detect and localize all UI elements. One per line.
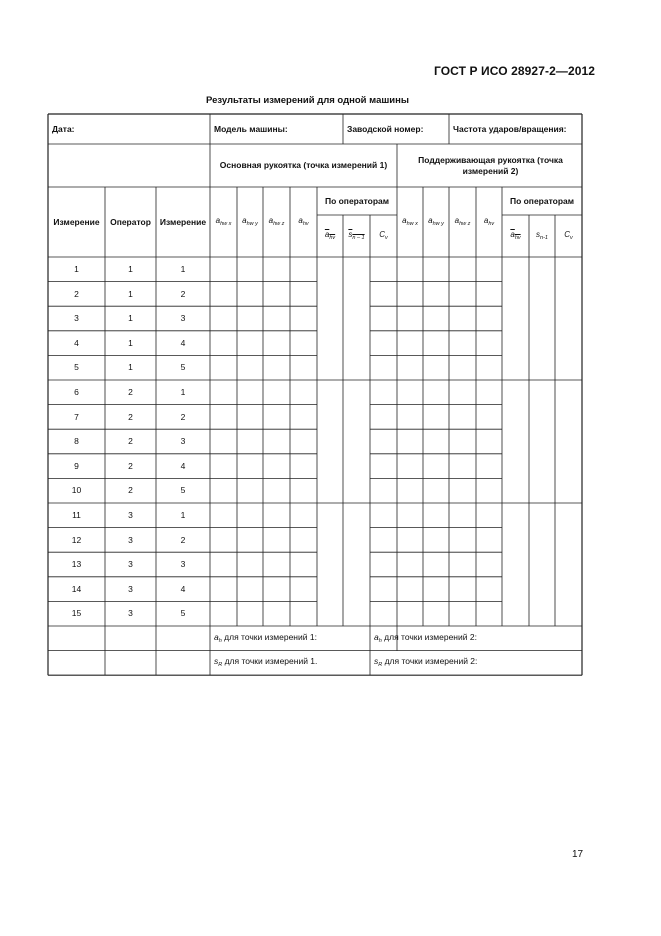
symbol-base: a: [298, 216, 303, 226]
cell-measurement-repeat: 4: [180, 460, 186, 471]
cell-measurement: 11: [72, 509, 81, 520]
cell-measurement-repeat: 1: [180, 386, 186, 397]
symbol-subscript: hv: [329, 235, 336, 242]
symbol-p1-mean: [325, 230, 335, 242]
cell-measurement-repeat: 4: [180, 337, 186, 348]
cell-measurement: 9: [74, 460, 79, 471]
summary-ab-point1: [210, 626, 370, 651]
symbol-p1-z: [269, 216, 285, 228]
col-header-p2-x: [397, 187, 423, 257]
cell-measurement: 4: [74, 337, 79, 348]
summary-label: для точки измерений 2:: [381, 631, 477, 642]
symbol-base: a: [268, 216, 274, 226]
cell-measurement: 7: [74, 411, 79, 422]
symbol-p2-z: [455, 216, 471, 228]
summary-text: [214, 632, 317, 645]
col-header-p2-v: [476, 187, 502, 257]
symbol-subscript: n – 1: [352, 235, 365, 242]
symbol-p1-x: [216, 216, 232, 228]
cell-measurement: 3: [74, 313, 79, 324]
serial-label: Заводской номер:: [347, 123, 424, 134]
cell-measurement-repeat: 3: [180, 436, 186, 447]
symbol-base: a: [428, 216, 433, 226]
cell-measurement: 6: [74, 386, 79, 397]
symbol-subscript: v: [570, 235, 573, 242]
cell-measurement-repeat: 5: [180, 608, 186, 619]
symbol-subscript: hv: [302, 221, 309, 228]
col-header-p2-mean: [502, 215, 529, 257]
cell-measurement: 8: [74, 436, 79, 447]
cell-operator: 3: [128, 583, 133, 594]
col-header-measurement: Измерение: [53, 216, 100, 227]
point2-group-header: Поддерживающая рукоятка (точка измерений 2): [418, 154, 563, 176]
col-header-measurement-repeat: Измерение: [159, 216, 207, 227]
summary-symbol: [374, 632, 382, 642]
summary-text: [214, 656, 317, 669]
table-title: Результаты измерений для одной машины: [206, 95, 409, 106]
cell-measurement: 5: [74, 362, 79, 373]
col-header-p2-cv: [555, 215, 582, 257]
symbol-base: C: [379, 230, 386, 240]
cell-measurement: 2: [74, 288, 79, 299]
cell-measurement: 15: [71, 608, 82, 619]
cell-measurement-repeat: 2: [180, 288, 186, 299]
cell-measurement-repeat: 1: [180, 509, 186, 520]
symbol-p2-x: [402, 216, 418, 228]
cell-measurement-repeat: 5: [180, 362, 186, 373]
symbol-subscript: hw z: [459, 221, 471, 228]
model-label: Модель машины:: [214, 123, 288, 134]
symbol-base: $\overline{a}$: [324, 230, 330, 240]
summary-symbol: [214, 656, 223, 669]
symbol-p1-y: [242, 216, 258, 228]
cell-operator: 2: [128, 436, 133, 447]
summary-symbol: [214, 632, 222, 642]
summary-label: для точки измерений 1:: [221, 631, 317, 642]
symbol-subscript: hw y: [432, 221, 444, 228]
summary-ab-point2: [370, 626, 582, 651]
symbol-p1-v: [298, 216, 308, 228]
symbol-subscript: hv: [514, 235, 521, 242]
symbol-subscript: hv: [488, 221, 495, 228]
point1-group-header: Основная рукоятка (точка измерений 1): [219, 160, 388, 171]
summary-symbol-base: a: [374, 631, 379, 642]
page-number: 17: [572, 849, 584, 860]
summary-sr-point2: [370, 651, 582, 676]
cell-operator: 2: [128, 485, 133, 496]
col-header-p1-v: [290, 187, 317, 257]
col-header-p1-s: [343, 215, 370, 257]
cell-operator: 3: [128, 559, 133, 570]
summary-label: для точки измерений 1.: [222, 656, 318, 667]
symbol-subscript: v: [385, 235, 388, 242]
col-header-p1-z: [263, 187, 290, 257]
summary-text: [374, 656, 477, 669]
symbol-subscript: hw x: [220, 221, 232, 228]
summary-symbol-base: a: [214, 631, 219, 642]
summary-symbol: [374, 656, 383, 669]
cell-operator: 2: [128, 386, 133, 397]
symbol-p2-v: [484, 216, 494, 228]
summary-sr-point1: [210, 651, 370, 676]
cell-measurement-repeat: 2: [180, 534, 186, 545]
summary-label: для точки измерений 2:: [382, 656, 478, 667]
symbol-subscript: n-1: [540, 235, 548, 242]
symbol-base: $\overline{s}$: [348, 230, 353, 240]
standard-code: ГОСТ Р ИСО 28927-2—2012: [434, 64, 596, 78]
cell-operator: 1: [128, 337, 133, 348]
summary-symbol-sub: h: [378, 637, 382, 644]
symbol-p1-s: [348, 230, 364, 242]
cell-measurement: 13: [71, 559, 82, 570]
col-header-operator: Оператор: [110, 216, 151, 227]
cell-operator: 1: [128, 313, 133, 324]
symbol-base: a: [483, 216, 489, 226]
cell-measurement-repeat: 2: [180, 411, 186, 422]
summary-symbol-sub: R: [218, 662, 223, 669]
col-header-p2-s: [529, 215, 555, 257]
symbol-p2-cv: [564, 230, 573, 242]
symbol-base: a: [454, 216, 460, 226]
summary-text: [374, 632, 477, 645]
symbol-p2-y: [428, 216, 444, 228]
symbol-base: a: [215, 216, 221, 226]
cell-operator: 1: [128, 288, 133, 299]
cell-operator: 1: [128, 362, 133, 373]
col-header-p1-mean: [317, 215, 343, 257]
frequency-label: Частота ударов/вращения:: [453, 123, 567, 134]
symbol-p2-s: [536, 230, 548, 242]
cell-measurement: 12: [71, 534, 82, 545]
cell-operator: 3: [128, 509, 133, 520]
summary-symbol-base: s: [374, 656, 379, 667]
col-header-p1-y: [237, 187, 263, 257]
cell-operator: 2: [128, 460, 133, 471]
symbol-base: $\overline{a}$: [510, 230, 515, 240]
cell-measurement-repeat: 3: [180, 313, 186, 324]
summary-symbol-base: s: [214, 656, 219, 667]
col-header-p2-z: [449, 187, 476, 257]
summary-symbol-sub: R: [378, 662, 383, 669]
summary-symbol-sub: h: [218, 637, 222, 644]
cell-operator: 2: [128, 411, 133, 422]
cell-measurement: 1: [74, 263, 79, 274]
point2-by-operators: По операторам: [509, 195, 575, 206]
cell-measurement-repeat: 4: [180, 583, 186, 594]
cell-operator: 3: [128, 608, 133, 619]
symbol-base: a: [402, 216, 407, 226]
cell-measurement-repeat: 1: [180, 263, 186, 274]
point1-by-operators: По операторам: [324, 195, 390, 206]
symbol-subscript: hw z: [273, 221, 285, 228]
col-header-p1-x: [210, 187, 237, 257]
symbol-p1-cv: [379, 230, 388, 242]
date-label: Дата:: [52, 123, 75, 134]
cell-operator: 1: [128, 263, 133, 274]
cell-measurement: 10: [71, 485, 82, 496]
cell-operator: 3: [128, 534, 133, 545]
symbol-base: C: [564, 230, 571, 240]
symbol-subscript: hw y: [246, 221, 258, 228]
cell-measurement-repeat: 3: [180, 559, 186, 570]
col-header-p1-cv: [370, 215, 397, 257]
col-header-p2-y: [423, 187, 449, 257]
symbol-base: s: [536, 230, 541, 240]
cell-measurement-repeat: 5: [180, 485, 186, 496]
symbol-p2-mean: [510, 230, 520, 242]
symbol-base: a: [242, 216, 247, 226]
symbol-subscript: hw x: [406, 221, 418, 228]
cell-measurement: 14: [71, 583, 82, 594]
